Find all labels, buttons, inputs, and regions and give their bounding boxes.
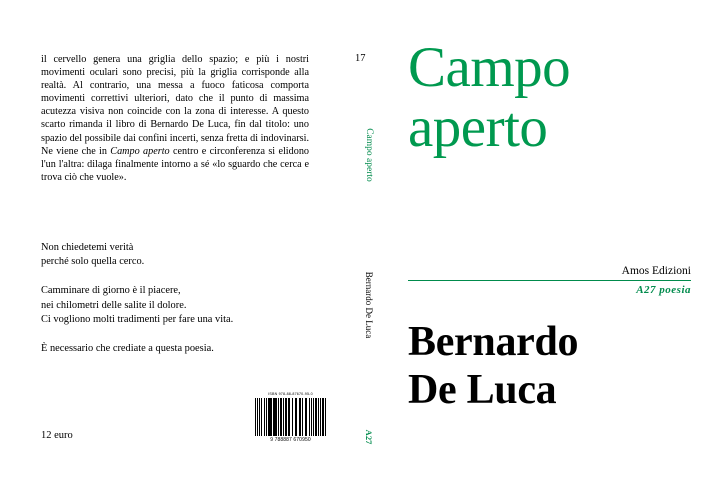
page-number: 17 (355, 53, 366, 64)
back-cover-blurb: il cervello genera una griglia dello spazio; e più i nostri movimenti oculari sono precisi, più la griglia corrisponde alla realtà. Al contrario, una messa a fuoco faticosa comporta movimenti correttivi ulteriori, dato che il punto di massima acutezza visiva non coincide con la zona di interesse. A questo scarto rimanda il libro di Bernardo De Luca, fin dal titolo: uno spazio del possibile dai confini incerti, senza fretta di indovinarsi. Ne viene che in Campo aperto centro e circonferenza si elidono l'un l'altra: dilaga finalmente intorno a sé «lo sguardo che cerca e trova ciò che vuole». (41, 54, 310, 183)
price-label: 12 euro (41, 430, 73, 441)
publisher-divider (408, 280, 691, 281)
series-code-label: A27 poesia (636, 284, 691, 296)
barcode-isbn-bottom: 9 788887 670950 (270, 437, 311, 443)
poem-stanza: Camminare di giorno è il piacere, nei chilometri delle salite il dolore. Ci vogliono molti tradimenti per fare una vita. (41, 285, 234, 325)
spine-panel (348, 0, 390, 479)
title-line-2: aperto (408, 96, 548, 159)
publisher-name: Amos Edizioni (621, 265, 691, 277)
author-line-1: Bernardo (408, 319, 579, 365)
spine-author: Bernardo De Luca (364, 271, 374, 339)
front-cover-panel (390, 0, 720, 479)
title-line-1: Campo (408, 36, 571, 99)
barcode-isbn-top: ISBN 978-88-87670-95-0 (268, 392, 313, 396)
front-cover-title (408, 38, 708, 158)
poem-stanza: È necessario che crediate a questa poesia. (41, 343, 214, 355)
barcode (252, 390, 329, 447)
publisher-block (408, 265, 691, 296)
front-cover-author (408, 318, 708, 414)
author-line-2: De Luca (408, 367, 557, 413)
spine-series-code: A27 (364, 429, 374, 445)
barcode-bars (255, 398, 326, 436)
poem-excerpt (41, 241, 321, 356)
spine-title: Campo aperto (364, 128, 374, 182)
poem-stanza: Non chiedetemi verità perché solo quella cerco. (41, 242, 145, 268)
